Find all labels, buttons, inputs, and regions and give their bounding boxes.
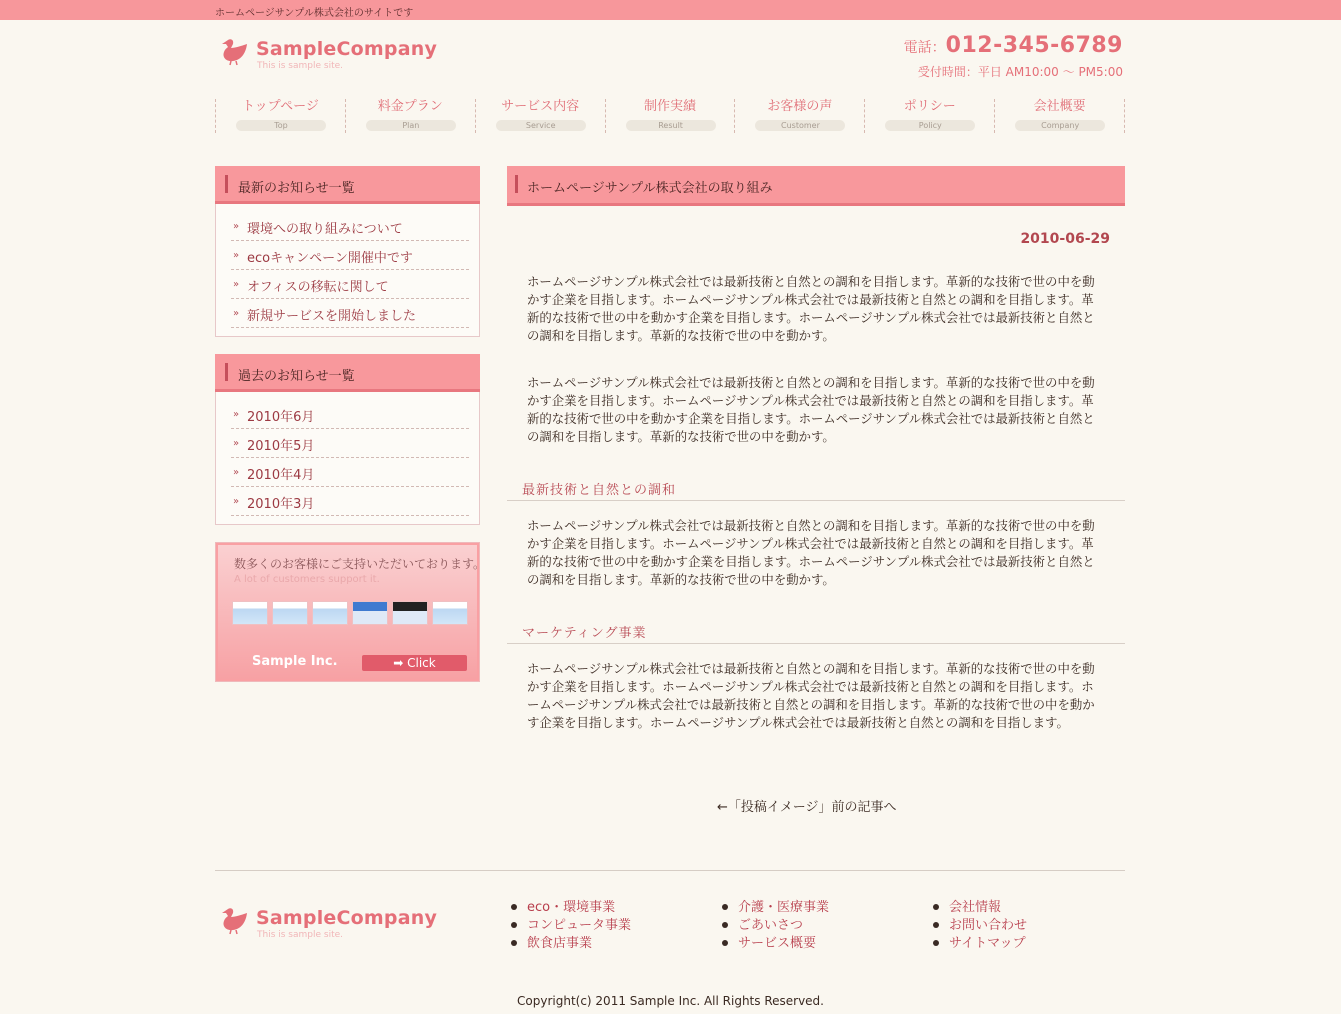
subheading-text: マーケティング事業 bbox=[522, 626, 647, 641]
header-logo[interactable] bbox=[215, 34, 438, 74]
nav-label: 料金プラン bbox=[377, 99, 443, 114]
archive-link[interactable]: 2010年6月 bbox=[247, 410, 315, 425]
article-paragraph: ホームページサンプル株式会社では最新技術と自然との調和を目指します。革新的な技術で世の中を動かす企業を目指します。ホームページサンプル株式会社では最新技術と自然との調和を目指します。ホームページサンプル株式会社では最新技術と自然との調和を目指します。革新的な技術で世の中を動かす企業を目指します。ホームページサンプル株式会社では最新技術と自然との調和を目指します。 bbox=[527, 661, 1095, 730]
article-paragraph: ホームページサンプル株式会社では最新技術と自然との調和を目指します。革新的な技術で世の中を動かす企業を目指します。ホームページサンプル株式会社では最新技術と自然との調和を目指します。革新的な技術で世の中を動かす企業を目指します。ホームページサンプル株式会社では最新技術と自然との調和を目指します。革新的な技術で世の中を動かす。 bbox=[527, 274, 1095, 343]
footer-link[interactable]: 飲食店事業 bbox=[511, 935, 631, 953]
latest-news-heading bbox=[215, 166, 480, 204]
nav-label: お客様の声 bbox=[767, 99, 833, 114]
banner-panel bbox=[218, 545, 486, 679]
banner-click-button[interactable]: ➡ Click bbox=[362, 655, 467, 671]
footer-divider bbox=[215, 870, 1125, 871]
chevron-right-icon: » bbox=[233, 409, 240, 420]
archive-heading bbox=[215, 354, 480, 392]
footer-links-company bbox=[933, 899, 1027, 953]
logo-name: SampleCompany bbox=[256, 38, 438, 60]
banner-subline: A lot of customers support it. bbox=[234, 574, 380, 585]
contact-info bbox=[903, 33, 1123, 79]
phone-number: 012-345-6789 bbox=[945, 33, 1123, 58]
article-date: 2010-06-29 bbox=[1020, 231, 1110, 247]
latest-news-title: 最新のお知らせ一覧 bbox=[238, 181, 355, 196]
footer-links-services bbox=[722, 899, 829, 953]
top-strip bbox=[0, 0, 1341, 20]
archive-link[interactable]: 2010年3月 bbox=[247, 497, 315, 512]
chevron-right-icon: » bbox=[233, 279, 240, 290]
nav-label: ポリシー bbox=[903, 99, 956, 114]
nav-sublabel: Service bbox=[496, 120, 586, 131]
nav-item-top[interactable] bbox=[216, 99, 346, 133]
article-paragraph: ホームページサンプル株式会社では最新技術と自然との調和を目指します。革新的な技術で世の中を動かす企業を目指します。ホームページサンプル株式会社では最新技術と自然との調和を目指します。革新的な技術で世の中を動かす企業を目指します。ホームページサンプル株式会社では最新技術と自然との調和を目指します。革新的な技術で世の中を動かす。 bbox=[527, 518, 1095, 587]
article-paragraph: ホームページサンプル株式会社では最新技術と自然との調和を目指します。革新的な技術で世の中を動かす企業を目指します。ホームページサンプル株式会社では最新技術と自然との調和を目指します。革新的な技術で世の中を動かす企業を目指します。ホームページサンプル株式会社では最新技術と自然との調和を目指します。革新的な技術で世の中を動かす。 bbox=[527, 375, 1095, 444]
phone-label: 電話： bbox=[903, 40, 946, 56]
chevron-right-icon: » bbox=[233, 221, 240, 232]
banner-headline: 数多くのお客様にご支持いただいております。 bbox=[234, 557, 486, 571]
nav-sublabel: Company bbox=[1015, 120, 1105, 131]
news-list-item[interactable] bbox=[231, 299, 469, 328]
news-link[interactable]: ecoキャンペーン開催中です bbox=[247, 251, 413, 266]
chevron-right-icon: » bbox=[233, 308, 240, 319]
archive-list-item[interactable] bbox=[231, 487, 469, 516]
latest-news-box bbox=[215, 166, 480, 337]
archive-link[interactable]: 2010年5月 bbox=[247, 439, 315, 454]
footer-link[interactable]: ごあいさつ bbox=[722, 917, 829, 935]
nav-item-customer[interactable] bbox=[735, 99, 865, 133]
footer-link[interactable]: サービス概要 bbox=[722, 935, 829, 953]
logo-tagline: This is sample site. bbox=[257, 930, 344, 940]
nav-label: 会社概要 bbox=[1033, 99, 1086, 114]
duck-logo-icon bbox=[219, 36, 249, 66]
logo-name: SampleCompany bbox=[256, 907, 438, 929]
archive-link[interactable]: 2010年4月 bbox=[247, 468, 315, 483]
footer-link[interactable]: コンピュータ事業 bbox=[511, 917, 631, 935]
copyright: Copyright(c) 2011 Sample Inc. All Rights Reserved. bbox=[517, 994, 824, 1008]
article-subheading bbox=[507, 622, 1125, 644]
news-list-item[interactable] bbox=[231, 212, 469, 241]
nav-item-plan[interactable] bbox=[346, 99, 476, 133]
footer-link[interactable]: 会社情報 bbox=[933, 899, 1027, 917]
nav-sublabel: Plan bbox=[366, 120, 456, 131]
footer-link[interactable]: お問い合わせ bbox=[933, 917, 1027, 935]
nav-label: 制作実績 bbox=[644, 99, 697, 114]
logo-tagline: This is sample site. bbox=[257, 61, 344, 71]
chevron-right-icon: » bbox=[233, 438, 240, 449]
subheading-text: 最新技術と自然との調和 bbox=[522, 483, 677, 498]
screenshot-thumbnail bbox=[432, 601, 468, 625]
footer-link[interactable]: 介護・医療事業 bbox=[722, 899, 829, 917]
archive-box bbox=[215, 354, 480, 525]
archive-title: 過去のお知らせ一覧 bbox=[238, 369, 355, 384]
nav-label: サービス内容 bbox=[501, 99, 580, 114]
chevron-right-icon: » bbox=[233, 250, 240, 261]
footer-link[interactable]: eco・環境事業 bbox=[511, 899, 631, 917]
nav-item-service[interactable] bbox=[476, 99, 606, 133]
nav-item-policy[interactable] bbox=[865, 99, 995, 133]
nav-sublabel: Customer bbox=[755, 120, 845, 131]
news-list-item[interactable] bbox=[231, 270, 469, 299]
chevron-right-icon: » bbox=[233, 467, 240, 478]
article-heading bbox=[507, 166, 1125, 206]
nav-sublabel: Policy bbox=[885, 120, 975, 131]
chevron-right-icon: » bbox=[233, 496, 240, 507]
footer-link[interactable]: サイトマップ bbox=[933, 935, 1027, 953]
footer-links-business bbox=[511, 899, 631, 953]
banner-screenshots bbox=[232, 601, 468, 625]
previous-post-link[interactable]: ←「投稿イメージ」前の記事へ bbox=[717, 800, 897, 815]
archive-list-item[interactable] bbox=[231, 429, 469, 458]
nav-sublabel: Top bbox=[236, 120, 326, 131]
article-subheading bbox=[507, 479, 1125, 501]
nav-item-result[interactable] bbox=[606, 99, 736, 133]
banner-company: Sample Inc. bbox=[252, 654, 338, 669]
nav-label: トップページ bbox=[242, 99, 319, 114]
screenshot-thumbnail bbox=[272, 601, 308, 625]
news-link[interactable]: 環境への取り組みについて bbox=[247, 222, 403, 237]
nav-sublabel: Result bbox=[626, 120, 716, 131]
article-title: ホームページサンプル株式会社の取り組み bbox=[527, 181, 773, 196]
news-list-item[interactable] bbox=[231, 241, 469, 270]
footer-logo[interactable] bbox=[215, 903, 438, 943]
nav-item-company[interactable] bbox=[995, 99, 1125, 133]
screenshot-thumbnail bbox=[352, 601, 388, 625]
screenshot-thumbnail bbox=[392, 601, 428, 625]
screenshot-thumbnail bbox=[232, 601, 268, 625]
customer-banner[interactable] bbox=[215, 542, 486, 682]
site-description: ホームページサンプル株式会社のサイトです bbox=[215, 8, 414, 19]
business-hours: 受付時間：平日 AM10:00 ～ PM5:00 bbox=[917, 65, 1123, 79]
news-link[interactable]: オフィスの移転に関して bbox=[247, 280, 389, 295]
archive-list-item[interactable] bbox=[231, 400, 469, 429]
global-nav bbox=[215, 99, 1125, 133]
duck-logo-icon bbox=[219, 905, 249, 935]
news-link[interactable]: 新規サービスを開始しました bbox=[247, 309, 417, 324]
archive-list-item[interactable] bbox=[231, 458, 469, 487]
screenshot-thumbnail bbox=[312, 601, 348, 625]
